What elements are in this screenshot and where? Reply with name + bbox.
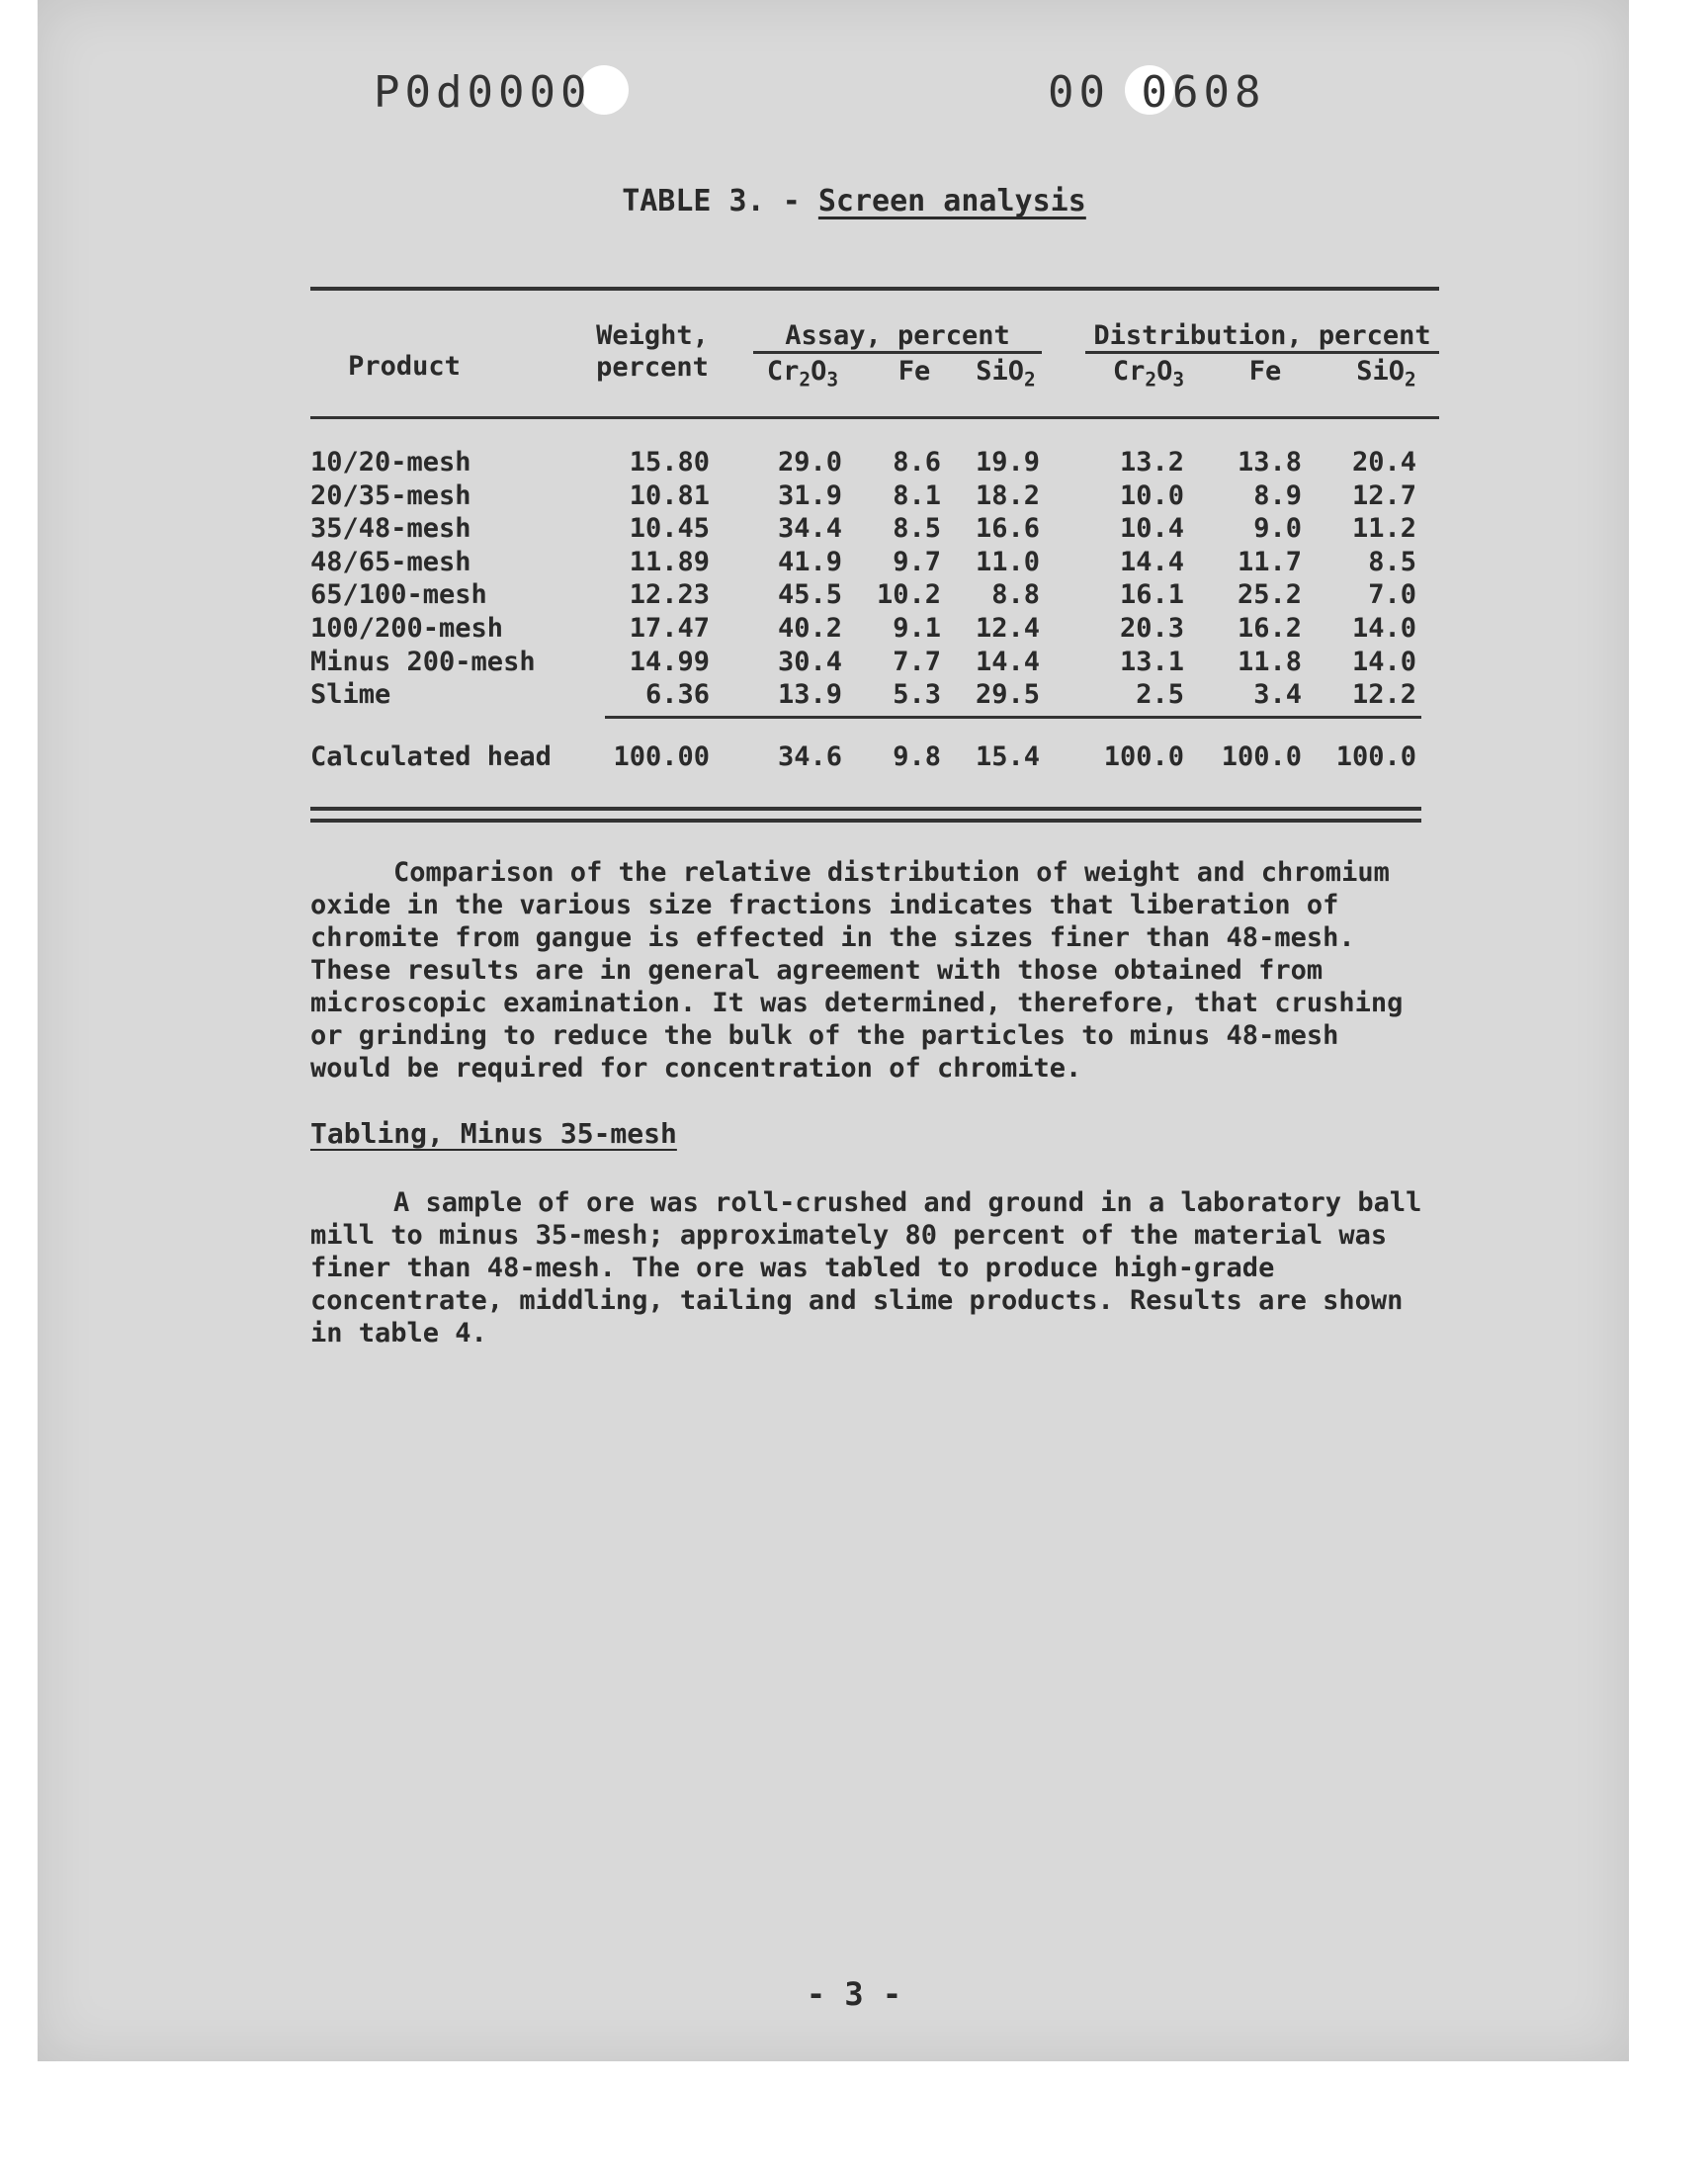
- subtotal-rule: [605, 716, 1421, 719]
- table-cell-assay-fe: 8.1: [893, 480, 941, 511]
- paragraph-comparison-text: Comparison of the relative distribution of weight and chromium oxide in the various size fractions indicates that liberation of chromite from gangue is effected in the sizes finer than 48-mesh. These results are in general agreement with those obtained from microscopic examination. It was determined, therefore, that crushing or grinding to reduce the bulk of the particles to minus 48-mesh would be required for concentration of chromite.: [310, 857, 1404, 1084]
- total-assay-sio2: 15.4: [975, 741, 1040, 772]
- col-header-dist-fe: Fe: [1248, 356, 1282, 387]
- col-header-dist-sio2: SiO$_2$: [1356, 356, 1416, 392]
- table-cell-weight: 11.89: [629, 547, 710, 577]
- table-cell-weight: 17.47: [629, 613, 710, 644]
- table-cell-dist-sio2: 12.7: [1351, 480, 1416, 511]
- table-cell-assay-sio2: 12.4: [975, 613, 1040, 644]
- table-cell-dist-sio2: 14.0: [1351, 647, 1416, 677]
- table-cell-assay-cr2o3: 45.5: [777, 579, 842, 610]
- table-cell-product: 10/20-mesh: [310, 447, 471, 478]
- table-cell-assay-cr2o3: 40.2: [777, 613, 842, 644]
- header-bottom-rule: [310, 416, 1439, 419]
- table-cell-weight: 6.36: [644, 679, 710, 710]
- table-cell-assay-sio2: 11.0: [975, 547, 1040, 577]
- table-cell-dist-cr2o3: 20.3: [1119, 613, 1184, 644]
- table-cell-dist-fe: 16.2: [1237, 613, 1302, 644]
- table-caption: Screen analysis: [817, 184, 1086, 218]
- total-dist-cr2o3: 100.0: [1103, 741, 1184, 772]
- col-header-weight-line1: Weight,: [596, 320, 709, 351]
- col-header-assay-fe: Fe: [897, 356, 931, 387]
- table-cell-weight: 10.45: [629, 513, 710, 544]
- table-bottom-rule-2: [310, 819, 1421, 823]
- col-header-distribution-group: Distribution, percent: [1093, 320, 1431, 351]
- table-cell-assay-fe: 8.6: [893, 447, 941, 478]
- table-cell-dist-cr2o3: 10.0: [1119, 480, 1184, 511]
- table-cell-product: 48/65-mesh: [310, 547, 471, 577]
- table-cell-dist-cr2o3: 14.4: [1119, 547, 1184, 577]
- table-cell-assay-sio2: 29.5: [975, 679, 1040, 710]
- table-title: [0, 184, 1708, 218]
- table-cell-dist-cr2o3: 13.2: [1119, 447, 1184, 478]
- table-top-rule: [310, 287, 1439, 291]
- table-cell-assay-cr2o3: 41.9: [777, 547, 842, 577]
- table-cell-assay-fe: 5.3: [893, 679, 941, 710]
- table-cell-product: Minus 200-mesh: [310, 647, 536, 677]
- table-cell-assay-cr2o3: 13.9: [777, 679, 842, 710]
- page-number: - 3 -: [806, 1975, 902, 2013]
- table-cell-weight: 14.99: [629, 647, 710, 677]
- table-cell-product: 35/48-mesh: [310, 513, 471, 544]
- total-product: Calculated head: [310, 741, 552, 772]
- table-cell-assay-fe: 8.5: [893, 513, 941, 544]
- table-cell-dist-fe: 11.7: [1237, 547, 1302, 577]
- table-label: TABLE 3. -: [622, 184, 801, 218]
- table-cell-weight: 15.80: [629, 447, 710, 478]
- table-cell-assay-cr2o3: 29.0: [777, 447, 842, 478]
- table-cell-assay-cr2o3: 30.4: [777, 647, 842, 677]
- table-cell-assay-fe: 9.7: [893, 547, 941, 577]
- paragraph-tabling: [310, 1186, 1427, 1349]
- total-dist-sio2: 100.0: [1335, 741, 1416, 772]
- distribution-group-rule: [1085, 351, 1439, 354]
- table-cell-dist-sio2: 14.0: [1351, 613, 1416, 644]
- table-cell-assay-fe: 9.1: [893, 613, 941, 644]
- table-cell-dist-cr2o3: 10.4: [1119, 513, 1184, 544]
- table-cell-assay-cr2o3: 34.4: [777, 513, 842, 544]
- table-cell-assay-sio2: 16.6: [975, 513, 1040, 544]
- total-assay-cr2o3: 34.6: [777, 741, 842, 772]
- total-weight: 100.00: [613, 741, 710, 772]
- table-cell-dist-fe: 25.2: [1237, 579, 1302, 610]
- col-header-assay-group: Assay, percent: [785, 320, 1010, 351]
- table-cell-dist-fe: 13.8: [1237, 447, 1302, 478]
- table-cell-dist-cr2o3: 13.1: [1119, 647, 1184, 677]
- table-cell-assay-sio2: 18.2: [975, 480, 1040, 511]
- col-header-product: Product: [348, 351, 461, 382]
- paragraph-tabling-text: A sample of ore was roll-crushed and ground in a laboratory ball mill to minus 35-mesh; approximately 80 percent of the material was finer than 48-mesh. The ore was tabled to produce high-grade concentrate, middling, tailing and slime products. Results are shown in table 4.: [310, 1187, 1422, 1348]
- table-cell-dist-fe: 3.4: [1253, 679, 1302, 710]
- table-cell-assay-fe: 7.7: [893, 647, 941, 677]
- table-cell-dist-sio2: 11.2: [1351, 513, 1416, 544]
- total-dist-fe: 100.0: [1221, 741, 1302, 772]
- table-cell-dist-sio2: 7.0: [1368, 579, 1416, 610]
- col-header-dist-cr2o3: $Cr_2O_3$: [1112, 356, 1185, 392]
- table-bottom-rule-1: [310, 807, 1421, 811]
- table-cell-product: Slime: [310, 679, 391, 710]
- table-cell-dist-fe: 11.8: [1237, 647, 1302, 677]
- table-cell-dist-sio2: 20.4: [1351, 447, 1416, 478]
- table-cell-dist-sio2: 8.5: [1368, 547, 1416, 577]
- table-cell-assay-cr2o3: 31.9: [777, 480, 842, 511]
- section-heading: Tabling, Minus 35-mesh: [310, 1117, 677, 1150]
- table-cell-product: 100/200-mesh: [310, 613, 504, 644]
- col-header-assay-cr2o3: $Cr_2O_3$: [766, 356, 839, 392]
- table-cell-dist-sio2: 12.2: [1351, 679, 1416, 710]
- table-cell-dist-fe: 9.0: [1253, 513, 1302, 544]
- total-assay-fe: 9.8: [893, 741, 941, 772]
- table-cell-assay-fe: 10.2: [876, 579, 941, 610]
- table-cell-dist-cr2o3: 16.1: [1119, 579, 1184, 610]
- document-id-left: P0d0000: [374, 67, 592, 118]
- paragraph-comparison: [310, 856, 1427, 1085]
- document-id-right: 00 0608: [1048, 67, 1266, 118]
- table-cell-dist-fe: 8.9: [1253, 480, 1302, 511]
- table-cell-assay-sio2: 8.8: [991, 579, 1040, 610]
- assay-group-rule: [753, 351, 1042, 354]
- table-cell-product: 20/35-mesh: [310, 480, 471, 511]
- col-header-assay-sio2: SiO$_2$: [976, 356, 1036, 392]
- table-cell-assay-sio2: 14.4: [975, 647, 1040, 677]
- table-cell-product: 65/100-mesh: [310, 579, 487, 610]
- page-margin: [0, 2061, 1708, 2175]
- table-cell-assay-sio2: 19.9: [975, 447, 1040, 478]
- table-cell-weight: 12.23: [629, 579, 710, 610]
- col-header-weight-line2: percent: [596, 352, 709, 383]
- table-cell-weight: 10.81: [629, 480, 710, 511]
- table-cell-dist-cr2o3: 2.5: [1136, 679, 1184, 710]
